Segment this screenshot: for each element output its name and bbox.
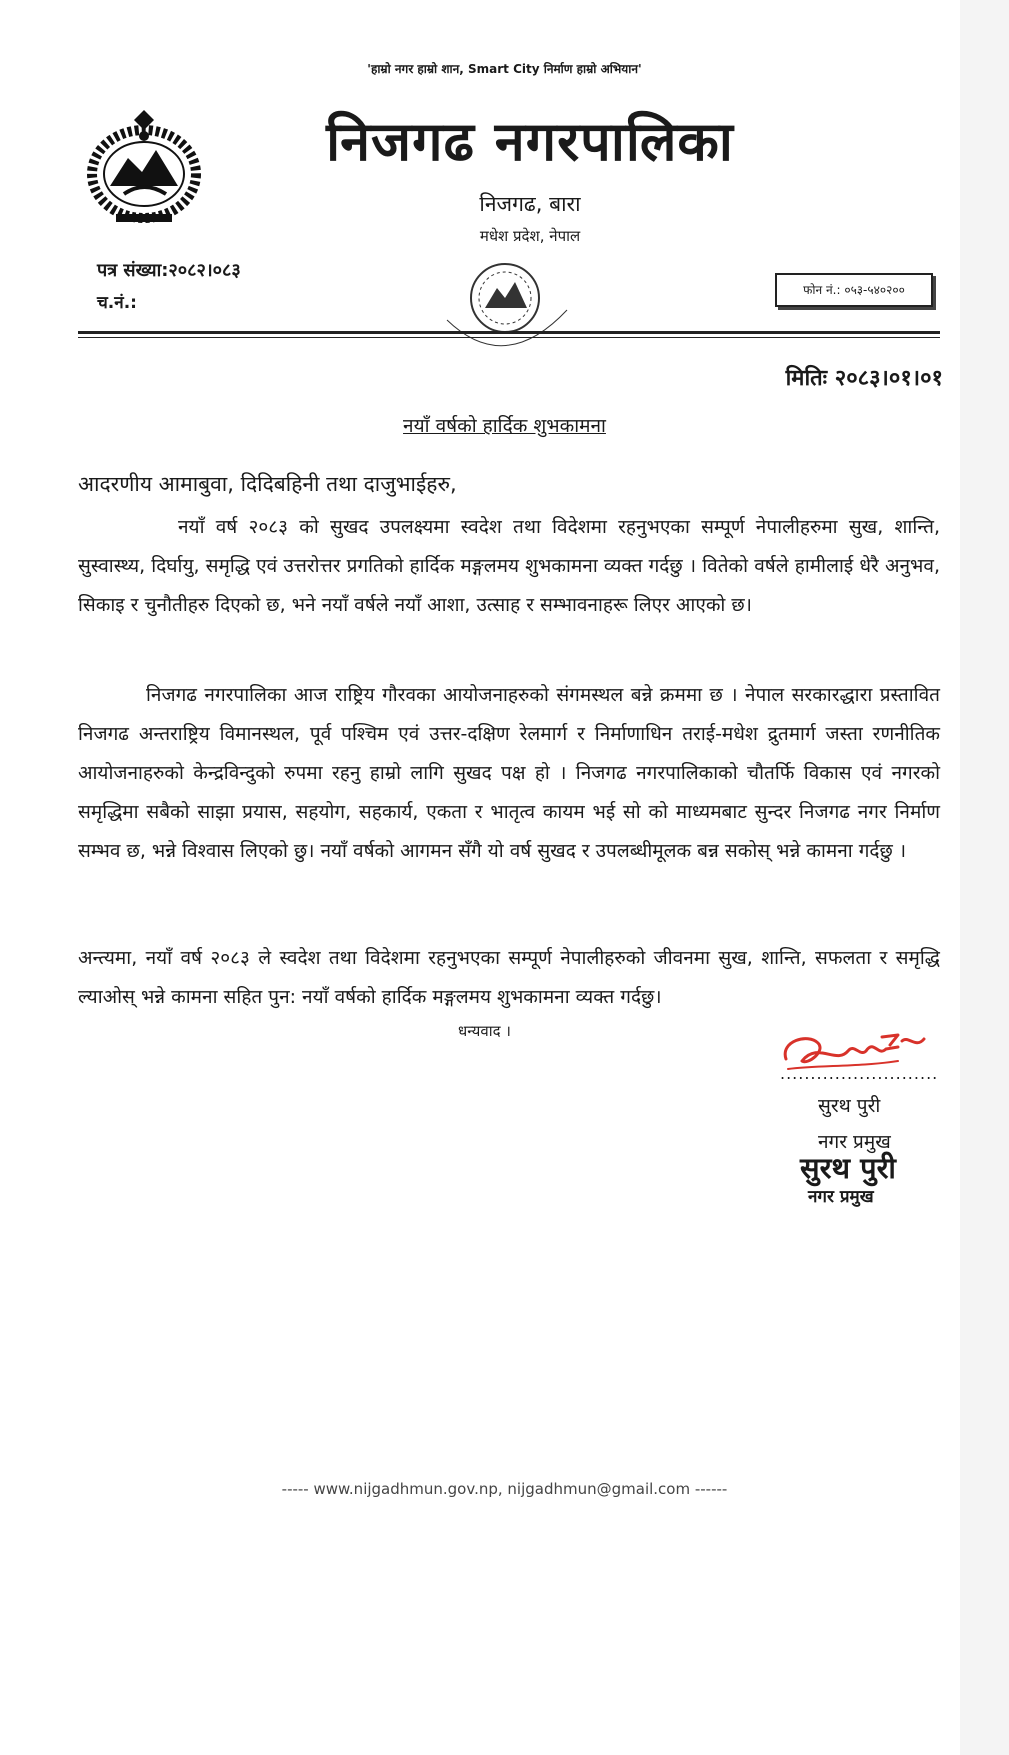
phone-number-box: फोन नं.: ०५३-५४०२०० [775, 273, 933, 307]
slogan: 'हाम्रो नगर हाम्रो शान, Smart City निर्माण हाम्रो अभियान' [367, 62, 642, 76]
signature-line: .......................... [780, 1064, 939, 1083]
header-divider-thin [78, 337, 940, 338]
organization-place: निजगढ, बारा [479, 192, 581, 216]
paragraph-3: अन्त्यमा, नयाँ वर्ष २०८३ ले स्वदेश तथा विदेशमा रहनुभएका सम्पूर्ण नेपालीहरुको जीवनमा सुख, शान्ति, सफलता र समृद्धि ल्याओस् भन्ने कामना सहित पुन: नयाँ वर्षको हार्दिक मङ्गलमय शुभकामना व्यक्त गर्दछु। [78, 947, 940, 1008]
reference-number: पत्र संख्या:२०८२।०८३ [97, 260, 241, 281]
salutation: आदरणीय आमाबुवा, दिदिबहिनी तथा दाजुभाईहरु, [78, 472, 457, 496]
signatory-name-handwritten: सुरथ पुरी [818, 1095, 881, 1117]
organization-province: मधेश प्रदेश, नेपाल [479, 227, 581, 245]
organization-name: निजगढ नगरपालिका [326, 110, 734, 173]
letter-date: मितिः २०८३।०१।०१ [785, 366, 943, 391]
thanks-line: धन्यवाद । [458, 1022, 511, 1040]
paragraph-2: निजगढ नगरपालिका आज राष्ट्रिय गौरवका आयोजनाहरुको संगमस्थल बन्ने क्रममा छ । नेपाल सरकारद्धारा प्रस्तावित निजगढ अन्तराष्ट्रिय विमानस्थल, पूर्व पश्चिम एवं उत्तर-दक्षिण रेलमार्ग र निर्माणाधिन तराई-मधेश द्रुतमार्ग जस्ता रणनीतिक आयोजनाहरुको केन्द्रविन्दुको रुपमा रहनु हाम्रो लागि सुखद पक्ष हो । निजगढ नगरपालिकाको चौतर्फि विकास एवं नगरको समृद्धिमा सबैको साझा प्रयास, सहयोग, सहकार्य, एकता र भातृत्व कायम भई सो को माध्यमबाट सुन्दर निजगढ नगर निर्माण सम्भव छ, भन्ने विश्वास लिएको छु। नयाँ वर्षको आगमन सँगै यो वर्ष सुखद र उपलब्धीमूलक बन्न सकोस् भन्ने कामना गर्दछु । [78, 684, 940, 862]
paragraph-1: नयाँ वर्ष २०८३ को सुखद उपलक्ष्यमा स्वदेश तथा विदेशमा रहनुभएका सम्पूर्ण नेपालीहरुमा सुख, शान्ति, सुस्वास्थ्य, दिर्घायु, समृद्धि एवं उत्तरोत्तर प्रगतिको हार्दिक मङ्गलमय शुभकामना व्यक्त गर्दछु । वितेको वर्षले हामीलाई धेरै अनुभव, सिकाइ र चुनौतीहरु दिएको छ, भने नयाँ वर्षले नयाँ आशा, उत्साह र सम्भावनाहरू लिएर आएको छ। [78, 516, 940, 616]
dispatch-number: च.नं.: [97, 293, 137, 313]
header-divider [78, 331, 940, 334]
footer-contact: ----- www.nijgadhmun.gov.np, nijgadhmun@gmail.com ------ [281, 1480, 728, 1498]
signatory-designation-stamp: नगर प्रमुख [808, 1187, 874, 1207]
letter-subject: नयाँ वर्षको हार्दिक शुभकामना [403, 415, 606, 437]
signatory-name-stamp: सुरथ पुरी [800, 1151, 896, 1185]
signatory-designation-handwritten: नगर प्रमुख [818, 1131, 891, 1153]
municipality-stamp-icon [425, 250, 585, 400]
nepal-emblem-icon [80, 106, 208, 228]
